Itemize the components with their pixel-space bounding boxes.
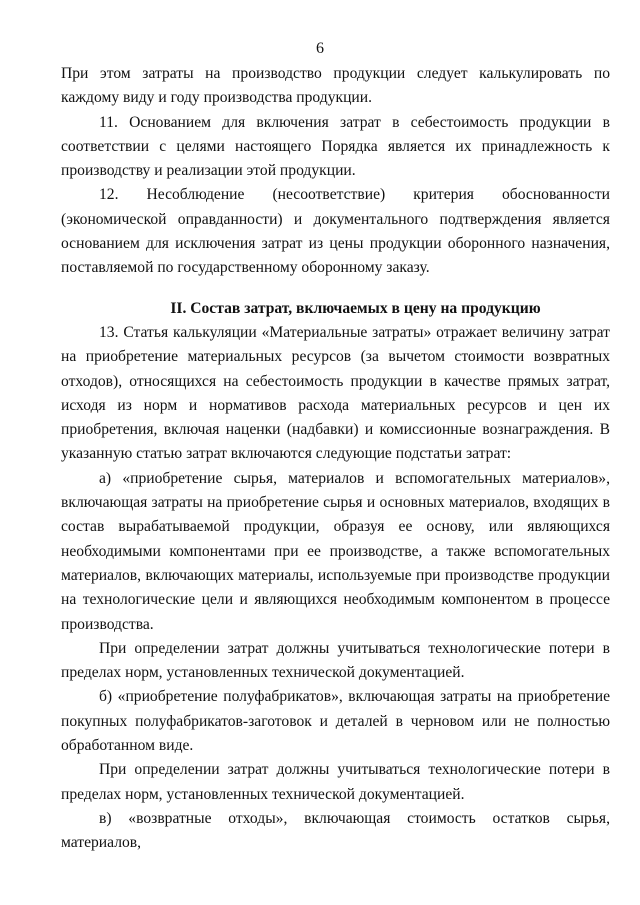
paragraph-losses-note-1: При определении затрат должны учитываться технологические потери в пределах норм, установленных технической документацией. (61, 639, 610, 682)
section-heading: II. Состав затрат, включаемых в цену на продукцию (170, 299, 541, 317)
subparagraph-b: б) «приобретение полуфабрикатов», включающая затраты на приобретение покупных полуфабрикатов-заготовок и деталей в черновом или не полностью обработанном виде. (61, 688, 610, 755)
paragraph-continuation: При этом затраты на производство продукции следует калькулировать по каждому виду и году производства продукции. (61, 65, 610, 107)
paragraph-losses-note-2: При определении затрат должны учитываться технологические потери в пределах норм, установленных технической документацией. (61, 761, 610, 803)
document-body (61, 62, 610, 856)
paragraph-11: 11. Основанием для включения затрат в себестоимость продукции в соответствии с целями настоящего Порядка является их принадлежность к производству и реализации этой продукции. (61, 113, 610, 180)
subparagraph-v: в) «возвратные отходы», включающая стоимость остатков сырья, материалов, (61, 809, 610, 852)
page-number: 6 (316, 40, 324, 57)
paragraph-13: 13. Статья калькуляции «Материальные затраты» отражает величину затрат на приобретение материальных ресурсов (за вычетом стоимости возвратных отходов), относящихся на себестоимость продукции в качестве прямых затрат, исходя из норм и нормативов расхода материальных ресурсов и цен их приобретения, включая наценки (надбавки) и комиссионные вознаграждения. В указанную статью затрат включаются следующие подстатьи затрат: (61, 323, 610, 463)
subparagraph-a: а) «приобретение сырья, материалов и вспомогательных материалов», включающая затраты на приобретение сырья и основных материалов, входящих в состав вырабатываемой продукции, образуя ее основу, или являющихся необходимыми компонентами при ее производстве, а также вспомогательных материалов, включающих материалы, используемые при производстве продукции на технологические цели и являющихся необходимым компонентом в процессе производства. (61, 469, 610, 633)
paragraph-12: 12. Несоблюдение (несоответствие) критерия обоснованности (экономической оправданности) и документального подтверждения является основанием для исключения затрат из цены продукции оборонного назначения, поставляемой по государственному оборонному заказу. (61, 186, 610, 277)
